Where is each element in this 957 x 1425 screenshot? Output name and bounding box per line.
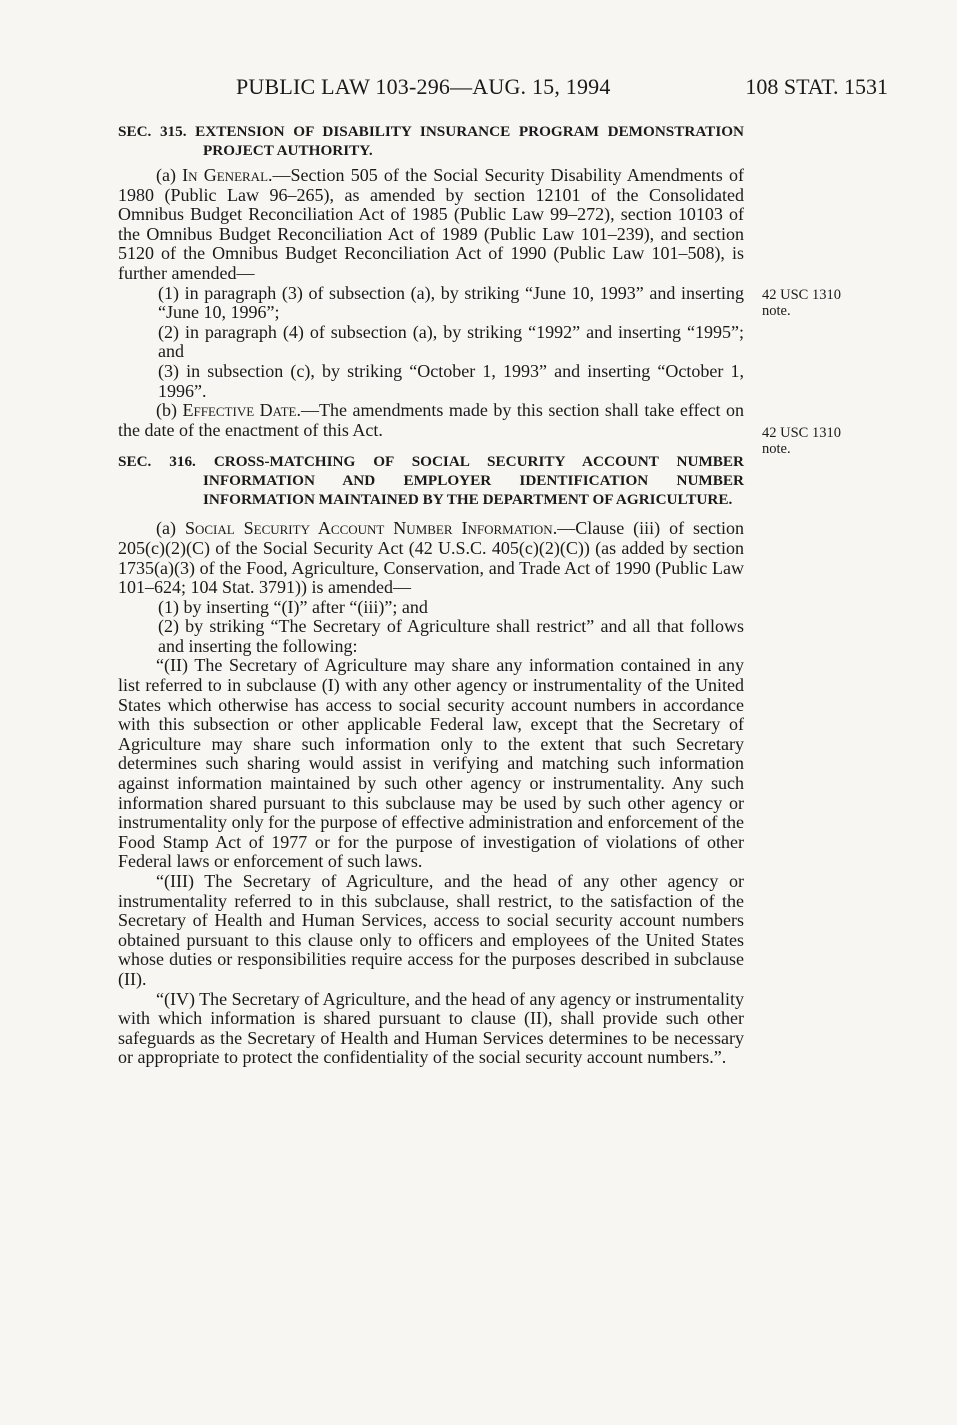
section-315-title: EXTENSION OF DISABILITY INSURANCE PROGRAM DEMONSTRATION PROJECT AUTHORITY. <box>195 123 745 159</box>
header-stat-page: 108 STAT. 1531 <box>745 74 888 99</box>
section-315-a-text: —Section 505 of the Social Security Disability Amendments of 1980 (Public Law 96–265), as amended by section 12101 of the Consolidated Omnibus Budget Reconciliation Act of 1985 (Public Law 99–272), section 10103 of the Omnibus Budget Reconciliation Act of 1989 (Public Law 101–239), and section 5120 of the Omnibus Budget Reconciliation Act of 1990 (Public Law 101–508), is further amended— <box>118 165 744 283</box>
section-316-item-2: (2) by striking “The Secretary of Agriculture shall restrict” and all that follows and inserting the following: <box>158 616 744 656</box>
section-316-item-1: (1) by inserting “(I)” after “(iii)”; and <box>158 596 428 617</box>
section-315-item-3: (3) in subsection (c), by striking “October 1, 1993” and inserting “October 1, 1996”. <box>158 360 744 401</box>
section-315-a-label: (a) <box>156 165 183 185</box>
section-316-a-label: (a) <box>156 518 185 539</box>
running-header <box>236 74 888 110</box>
section-315-heading <box>118 122 744 160</box>
section-315-item-1: (1) in paragraph (3) of subsection (a), by striking “June 10, 1993” and inserting “June 10, 1996”; <box>158 282 744 323</box>
section-316-quoted-subclause-iii: “(III) The Secretary of Agriculture, and the head of any other agency or instrumentality referred to in this subclause, shall restrict, to the satisfaction of the Secretary of Health and Human Services, access to social security account numbers obtained pursuant to this clause only to officers and employees of the United States whose duties or responsibilities require access for the purposes described in subclause (II). <box>118 871 744 989</box>
section-316-title: CROSS-MATCHING OF SOCIAL SECURITY ACCOUNT NUMBER INFORMATION AND EMPLOYER IDENTIFICATION NUMBER INFORMATION MAINTAINED BY THE DEPARTMENT OF AGRICULTURE. <box>203 453 745 509</box>
header-public-law: PUBLIC LAW 103-296—AUG. 15, 1994 <box>236 74 611 99</box>
margin-note-2-citation: 42 USC 1310 <box>762 425 841 441</box>
section-316-a-text: —Clause (iii) of section 205(c)(2)(C) of the Social Security Act (42 U.S.C. 405(c)(2)(C)) (as added by section 1735(a)(3) of the Food, Agriculture, Conservation, and Trade Act of 1990 (Public Law 101–624; 104 Stat. 3791)) is amended— <box>118 518 744 598</box>
section-316-quoted-subclause-ii: “(II) The Secretary of Agriculture may share any information contained in any list referred to in subclause (I) with any other agency or instrumentality of the United States which otherwise has access to social security account numbers in accordance with this subsection or other applicable Federal law, except that the Secretary of Agriculture may share such information only to the extent that such Secretary determines such sharing would assist in verifying and matching such information against information maintained by such other agency or instrumentality. Any such information shared pursuant to this subclause may be used by such other agency or instrumentality only for the purpose of effective administration and enforcement of the Food Stamp Act of 1977 or for the purpose of investigation of violations of other Federal laws or enforcement of such laws. <box>118 655 744 872</box>
section-315-a-caption: In General. <box>182 165 273 185</box>
margin-note-1-citation: 42 USC 1310 <box>762 287 841 303</box>
section-316-quoted-subclause-iv: “(IV) The Secretary of Agriculture, and the head of any agency or instrumentality with which information is shared pursuant to clause (II), shall provide such other safeguards as the Secretary of Health and Human Services determines to be necessary or appropriate to protect the confidentiality of the social security account numbers.”. <box>118 988 744 1068</box>
section-316-heading <box>118 452 744 509</box>
section-316-a-caption: Social Security Account Number Information. <box>184 518 558 539</box>
section-316-number: SEC. 316. <box>118 453 196 471</box>
margin-note-2 <box>762 425 872 457</box>
section-316-subsection-a <box>118 519 744 597</box>
section-315-b-caption: Effective Date. <box>182 400 301 421</box>
section-315-subsection-b <box>118 401 744 440</box>
margin-note-1 <box>762 287 872 319</box>
section-315-b-text: —The amendments made by this section shall take effect on the date of the enactment of this Act. <box>118 400 744 440</box>
section-315-number: SEC. 315. <box>118 123 187 140</box>
document-body <box>118 122 744 1068</box>
margin-note-2-label: note. <box>762 441 791 457</box>
section-315-subsection-a <box>118 166 744 284</box>
margin-note-1-label: note. <box>762 303 791 319</box>
section-315-item-2: (2) in paragraph (4) of subsection (a), by striking “1992” and inserting “1995”; and <box>158 321 744 362</box>
section-315-b-label: (b) <box>156 400 183 421</box>
